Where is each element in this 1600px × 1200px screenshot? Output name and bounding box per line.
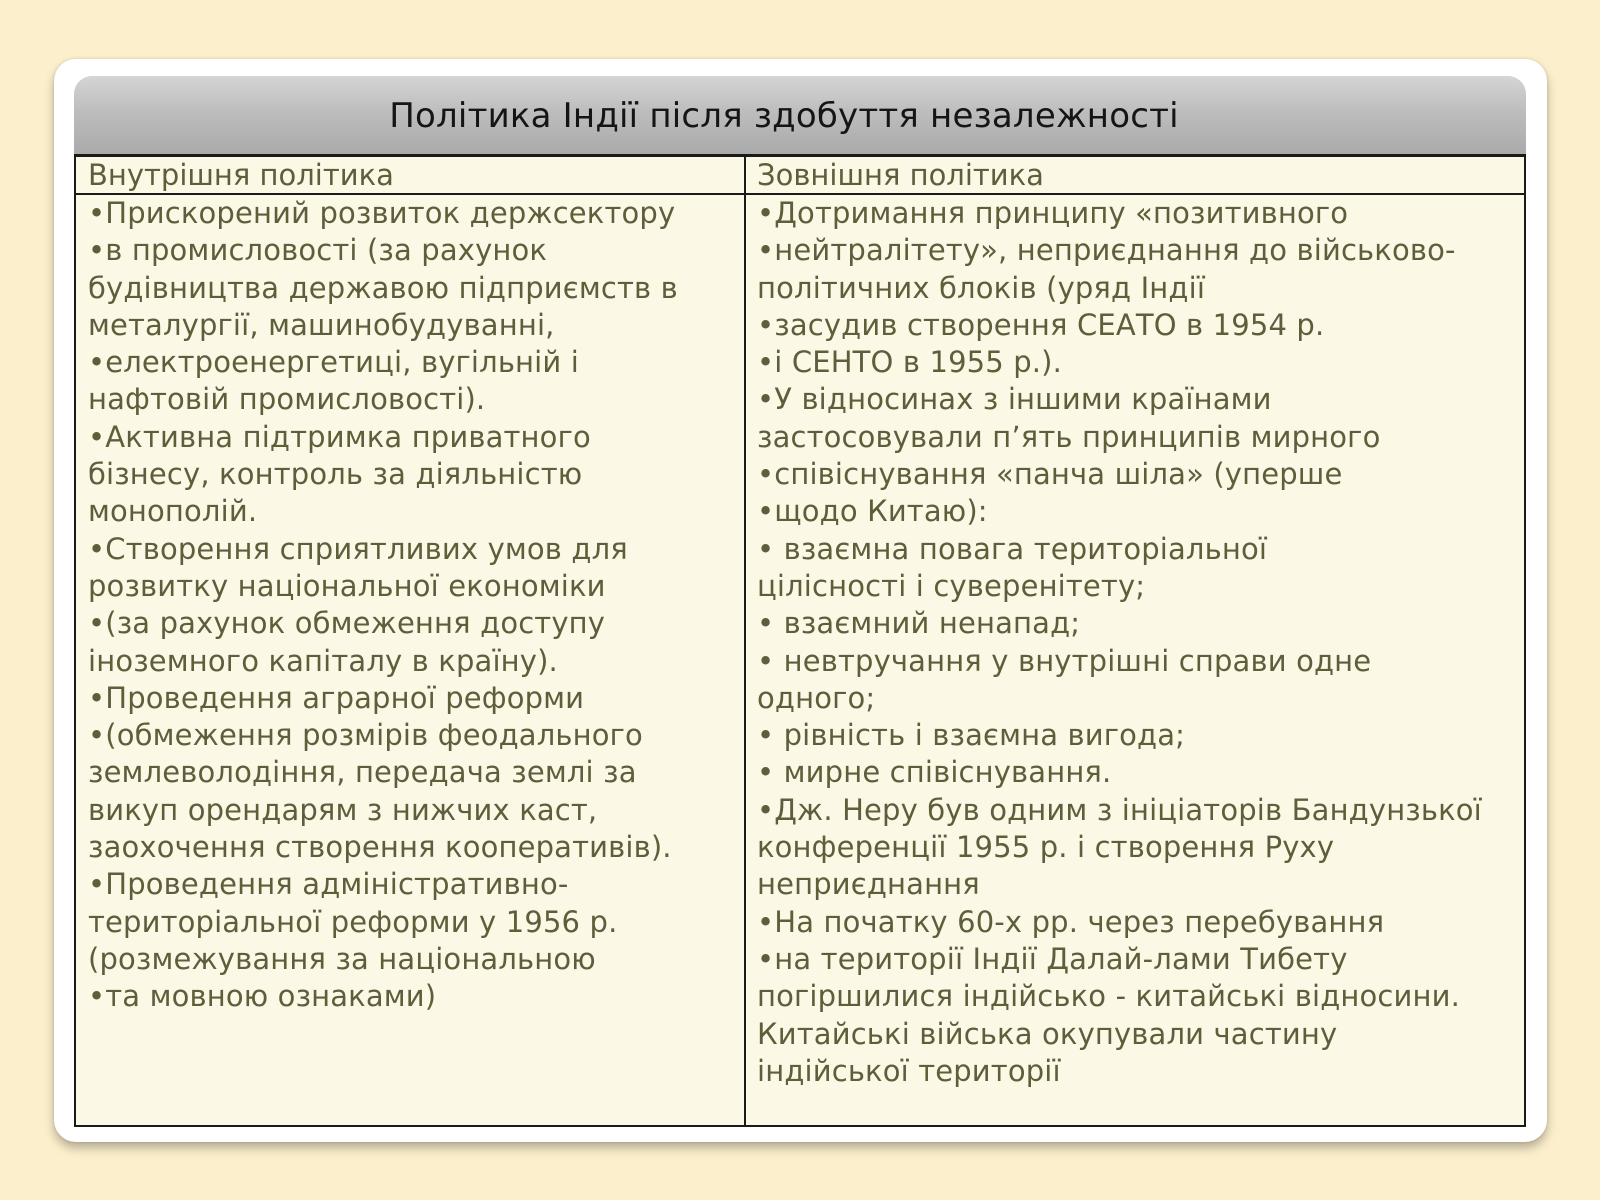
external-policy-line: політичних блоків (уряд Індії bbox=[757, 270, 1206, 305]
internal-policy-line: (розмежування за національною bbox=[88, 941, 596, 976]
external-policy-line: погіршилися індійсько - китайські відносини. bbox=[757, 979, 1460, 1014]
internal-policy-line: монополій. bbox=[88, 494, 258, 529]
external-policy-line: неприєднання bbox=[757, 867, 980, 902]
external-policy-line: •На початку 60-х рр. через перебування bbox=[757, 904, 1385, 939]
policy-table bbox=[74, 154, 1526, 1127]
internal-policy-line: територіальної реформи у 1956 р. bbox=[88, 904, 618, 939]
external-policy-line: одного; bbox=[757, 680, 876, 715]
external-policy-line: • взаємна повага територіальної bbox=[757, 531, 1268, 566]
external-policy-line: •У відносинах з іншими країнами bbox=[757, 382, 1272, 417]
external-policy-header: Зовнішня політика bbox=[757, 158, 1044, 192]
internal-policy-line: заохочення створення кооперативів). bbox=[88, 830, 672, 865]
external-policy-list bbox=[757, 195, 1522, 1090]
internal-policy-line: розвитку національної економіки bbox=[88, 568, 606, 603]
external-policy-line: Китайські війська окупували частину bbox=[757, 1016, 1338, 1051]
external-policy-line: •і СЕНТО в 1955 р.). bbox=[757, 345, 1063, 380]
title-bar bbox=[74, 76, 1526, 156]
internal-policy-line: будівництва державою підприємств в bbox=[88, 270, 678, 305]
internal-policy-line: металургії, машинобудуванні, bbox=[88, 307, 555, 342]
external-policy-line: •засудив створення СЕАТО в 1954 р. bbox=[757, 307, 1325, 342]
internal-policy-list bbox=[88, 195, 740, 1016]
external-policy-line: •на території Індії Далай-лами Тибету bbox=[757, 941, 1348, 976]
external-policy-line: •Дотримання принципу «позитивного bbox=[757, 196, 1349, 230]
external-policy-line: конференції 1955 р. і створення Руху bbox=[757, 830, 1335, 865]
internal-policy-line: •(обмеження розмірів феодального bbox=[88, 718, 643, 753]
slide-title: Політика Індії після здобуття незалежності bbox=[389, 96, 1179, 136]
internal-policy-line: •Прискорений розвиток держсектору bbox=[88, 196, 676, 230]
internal-policy-line: •Проведення аграрної реформи bbox=[88, 680, 585, 715]
external-policy-line: • рівність і взаємна вигода; bbox=[757, 718, 1186, 753]
column-divider bbox=[744, 157, 746, 1125]
internal-policy-line: •(за рахунок обмеження доступу bbox=[88, 606, 606, 641]
external-policy-line: •нейтралітету», неприєднання до військово- bbox=[757, 233, 1456, 268]
internal-policy-header: Внутрішня політика bbox=[88, 158, 394, 192]
internal-policy-line: нафтовій промисловості). bbox=[88, 382, 486, 417]
internal-policy-line: іноземного капіталу в країну). bbox=[88, 643, 558, 678]
external-policy-line: • мирне співіснування. bbox=[757, 755, 1112, 790]
internal-policy-line: •Активна підтримка приватного bbox=[88, 419, 591, 454]
internal-policy-line: •Створення сприятливих умов для bbox=[88, 531, 628, 566]
internal-policy-line: •Проведення адміністративно- bbox=[88, 867, 569, 902]
internal-policy-line: •та мовною ознаками) bbox=[88, 979, 437, 1014]
external-policy-line: цілісності і суверенітету; bbox=[757, 568, 1146, 603]
internal-policy-line: землеволодіння, передача землі за bbox=[88, 755, 637, 790]
internal-policy-line: викуп орендарям з нижчих каст, bbox=[88, 792, 598, 827]
internal-policy-line: •в промисловості (за рахунок bbox=[88, 233, 548, 268]
external-policy-line: •співіснування «панча шіла» (уперше bbox=[757, 457, 1343, 492]
internal-policy-line: •електроенергетиці, вугільній і bbox=[88, 345, 579, 380]
external-policy-line: •щодо Китаю): bbox=[757, 494, 988, 529]
internal-policy-line: бізнесу, контроль за діяльністю bbox=[88, 457, 583, 492]
external-policy-line: •Дж. Неру був одним з ініціаторів Бандунзької bbox=[757, 792, 1482, 827]
external-policy-line: застосовували п’ять принципів мирного bbox=[757, 419, 1381, 454]
external-policy-line: • невтручання у внутрішні справи одне bbox=[757, 643, 1372, 678]
external-policy-line: • взаємний ненапад; bbox=[757, 606, 1081, 641]
external-policy-line: індійської території bbox=[757, 1053, 1061, 1088]
